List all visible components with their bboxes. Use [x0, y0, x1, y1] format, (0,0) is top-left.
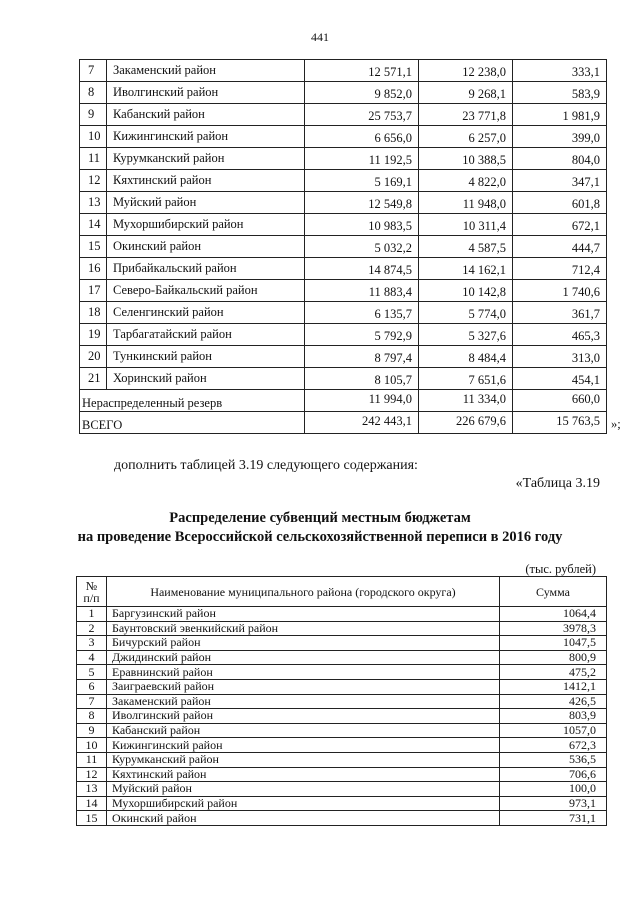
row-number: 1	[77, 607, 107, 622]
district-name: Муйский район	[107, 782, 500, 797]
district-name: Иволгинский район	[107, 82, 305, 104]
subvention-sum: 800,9	[500, 650, 607, 665]
value-1: 25 753,7	[305, 104, 419, 126]
district-name: Кижингинский район	[107, 738, 500, 753]
table-row	[77, 811, 607, 826]
total-value-3: 15 763,5	[513, 412, 607, 434]
table-row	[80, 170, 607, 192]
value-1: 6 656,0	[305, 126, 419, 148]
page-number: 441	[311, 30, 329, 44]
table-row	[77, 650, 607, 665]
row-number: 15	[80, 236, 107, 258]
table-row	[77, 738, 607, 753]
table-row	[80, 192, 607, 214]
row-number: 17	[80, 280, 107, 302]
header-sum: Сумма	[500, 577, 607, 607]
row-number: 12	[80, 170, 107, 192]
value-2: 12 238,0	[419, 60, 513, 82]
district-name: Кабанский район	[107, 723, 500, 738]
district-name: Муйский район	[107, 192, 305, 214]
value-3: 465,3	[513, 324, 607, 346]
row-number: 5	[77, 665, 107, 680]
table-row	[77, 767, 607, 782]
allocation-table-body	[80, 60, 607, 434]
table-row	[80, 258, 607, 280]
subvention-sum: 672,3	[500, 738, 607, 753]
district-name: Курумканский район	[107, 148, 305, 170]
table-row	[80, 346, 607, 368]
row-number: 8	[77, 709, 107, 724]
value-2: 10 311,4	[419, 214, 513, 236]
value-3: 454,1	[513, 368, 607, 390]
row-number: 10	[80, 126, 107, 148]
value-3: 347,1	[513, 170, 607, 192]
row-number: 4	[77, 650, 107, 665]
district-name: Селенгинский район	[107, 302, 305, 324]
table-row	[77, 723, 607, 738]
census-table-body	[77, 607, 607, 826]
table-row	[77, 709, 607, 724]
table-row	[77, 607, 607, 622]
value-1: 5 032,2	[305, 236, 419, 258]
district-name: Тункинский район	[107, 346, 305, 368]
district-name: Еравнинский район	[107, 665, 500, 680]
total-value-1: 242 443,1	[305, 412, 419, 434]
value-3: 361,7	[513, 302, 607, 324]
subvention-sum: 731,1	[500, 811, 607, 826]
value-1: 12 571,1	[305, 60, 419, 82]
district-name: Окинский район	[107, 236, 305, 258]
total-value-2: 226 679,6	[419, 412, 513, 434]
subvention-sum: 973,1	[500, 796, 607, 811]
total-label: ВСЕГО	[80, 412, 305, 434]
value-2: 11 948,0	[419, 192, 513, 214]
subvention-sum: 706,6	[500, 767, 607, 782]
value-1: 9 852,0	[305, 82, 419, 104]
row-number: 20	[80, 346, 107, 368]
table-row	[80, 324, 607, 346]
table-row	[80, 148, 607, 170]
district-name: Баргузинский район	[107, 607, 500, 622]
district-name: Прибайкальский район	[107, 258, 305, 280]
table-title	[0, 509, 640, 547]
census-subvention-table	[76, 576, 607, 826]
district-name: Бичурский район	[107, 636, 500, 651]
district-name: Кяхтинский район	[107, 170, 305, 192]
row-number: 13	[77, 782, 107, 797]
district-name: Курумканский район	[107, 752, 500, 767]
row-number: 18	[80, 302, 107, 324]
district-name: Закаменский район	[107, 60, 305, 82]
district-name: Кяхтинский район	[107, 767, 500, 782]
table-row	[77, 621, 607, 636]
district-name: Тарбагатайский район	[107, 324, 305, 346]
reserve-label: Нераспределенный резерв	[80, 390, 305, 412]
row-number: 9	[77, 723, 107, 738]
subvention-sum: 426,5	[500, 694, 607, 709]
table-row	[80, 302, 607, 324]
header-number	[77, 577, 107, 607]
value-3: 583,9	[513, 82, 607, 104]
table-row	[80, 126, 607, 148]
header-district-name: Наименование муниципального района (городского округа)	[107, 577, 500, 607]
table-row	[80, 82, 607, 104]
subvention-sum: 475,2	[500, 665, 607, 680]
subvention-sum: 3978,3	[500, 621, 607, 636]
table-row	[77, 782, 607, 797]
reserve-value-1: 11 994,0	[305, 390, 419, 412]
row-number: 8	[80, 82, 107, 104]
subvention-sum: 1057,0	[500, 723, 607, 738]
subvention-sum: 803,9	[500, 709, 607, 724]
value-2: 8 484,4	[419, 346, 513, 368]
table-row	[80, 104, 607, 126]
value-1: 14 874,5	[305, 258, 419, 280]
value-2: 9 268,1	[419, 82, 513, 104]
table-row	[77, 796, 607, 811]
value-1: 5 169,1	[305, 170, 419, 192]
district-name: Баунтовский эвенкийский район	[107, 621, 500, 636]
table-row	[77, 636, 607, 651]
table-title-line-2: на проведение Всероссийской сельскохозяйственной переписи в 2016 году	[77, 529, 563, 545]
value-2: 5 774,0	[419, 302, 513, 324]
reserve-value-2: 11 334,0	[419, 390, 513, 412]
value-2: 14 162,1	[419, 258, 513, 280]
value-2: 4 587,5	[419, 236, 513, 258]
value-3: 1 981,9	[513, 104, 607, 126]
value-1: 8 105,7	[305, 368, 419, 390]
value-2: 10 142,8	[419, 280, 513, 302]
value-2: 5 327,6	[419, 324, 513, 346]
row-number: 13	[80, 192, 107, 214]
value-1: 10 983,5	[305, 214, 419, 236]
row-number: 3	[77, 636, 107, 651]
subvention-sum: 100,0	[500, 782, 607, 797]
subvention-sum: 1064,4	[500, 607, 607, 622]
district-name: Закаменский район	[107, 694, 500, 709]
table-row	[77, 679, 607, 694]
value-3: 804,0	[513, 148, 607, 170]
value-1: 11 883,4	[305, 280, 419, 302]
row-number: 12	[77, 767, 107, 782]
district-name: Джидинский район	[107, 650, 500, 665]
value-1: 5 792,9	[305, 324, 419, 346]
subvention-sum: 536,5	[500, 752, 607, 767]
district-name: Кижингинский район	[107, 126, 305, 148]
table-title-line-1: Распределение субвенций местным бюджетам	[169, 510, 471, 526]
row-number: 14	[77, 796, 107, 811]
row-number: 10	[77, 738, 107, 753]
total-row	[80, 412, 607, 434]
value-1: 11 192,5	[305, 148, 419, 170]
row-number: 6	[77, 679, 107, 694]
row-number: 2	[77, 621, 107, 636]
subvention-sum: 1412,1	[500, 679, 607, 694]
value-3: 444,7	[513, 236, 607, 258]
value-3: 313,0	[513, 346, 607, 368]
row-number: 15	[77, 811, 107, 826]
row-number: 7	[80, 60, 107, 82]
value-3: 333,1	[513, 60, 607, 82]
table-reference: «Таблица 3.19	[515, 476, 600, 491]
district-name: Заиграевский район	[107, 679, 500, 694]
value-3: 601,8	[513, 192, 607, 214]
row-number: 11	[77, 752, 107, 767]
value-1: 8 797,4	[305, 346, 419, 368]
value-2: 7 651,6	[419, 368, 513, 390]
district-name: Кабанский район	[107, 104, 305, 126]
subvention-sum: 1047,5	[500, 636, 607, 651]
row-number: 14	[80, 214, 107, 236]
value-1: 12 549,8	[305, 192, 419, 214]
header-row	[77, 577, 607, 607]
header-number-line-1: №	[85, 578, 98, 593]
row-number: 19	[80, 324, 107, 346]
value-2: 4 822,0	[419, 170, 513, 192]
value-3: 1 740,6	[513, 280, 607, 302]
district-name: Иволгинский район	[107, 709, 500, 724]
table-row	[77, 752, 607, 767]
table-row	[80, 60, 607, 82]
value-3: 399,0	[513, 126, 607, 148]
units-label: (тыс. рублей)	[525, 562, 596, 576]
header-number-line-2: п/п	[83, 590, 100, 605]
table-row	[80, 236, 607, 258]
district-name: Мухоршибирский район	[107, 214, 305, 236]
value-2: 23 771,8	[419, 104, 513, 126]
reserve-value-3: 660,0	[513, 390, 607, 412]
value-2: 6 257,0	[419, 126, 513, 148]
table-row	[80, 280, 607, 302]
table-row	[77, 665, 607, 680]
row-number: 11	[80, 148, 107, 170]
district-name: Северо-Байкальский район	[107, 280, 305, 302]
table-row	[77, 694, 607, 709]
value-1: 6 135,7	[305, 302, 419, 324]
district-name: Хоринский район	[107, 368, 305, 390]
amendment-text: дополнить таблицей 3.19 следующего содержания:	[114, 458, 418, 473]
reserve-row	[80, 390, 607, 412]
value-2: 10 388,5	[419, 148, 513, 170]
district-name: Окинский район	[107, 811, 500, 826]
row-number: 9	[80, 104, 107, 126]
allocation-table-continued	[79, 59, 607, 434]
closing-quote-mark: »;	[611, 417, 621, 431]
district-name: Мухоршибирский район	[107, 796, 500, 811]
table-row	[80, 214, 607, 236]
row-number: 7	[77, 694, 107, 709]
row-number: 21	[80, 368, 107, 390]
row-number: 16	[80, 258, 107, 280]
value-3: 672,1	[513, 214, 607, 236]
table-row	[80, 368, 607, 390]
value-3: 712,4	[513, 258, 607, 280]
